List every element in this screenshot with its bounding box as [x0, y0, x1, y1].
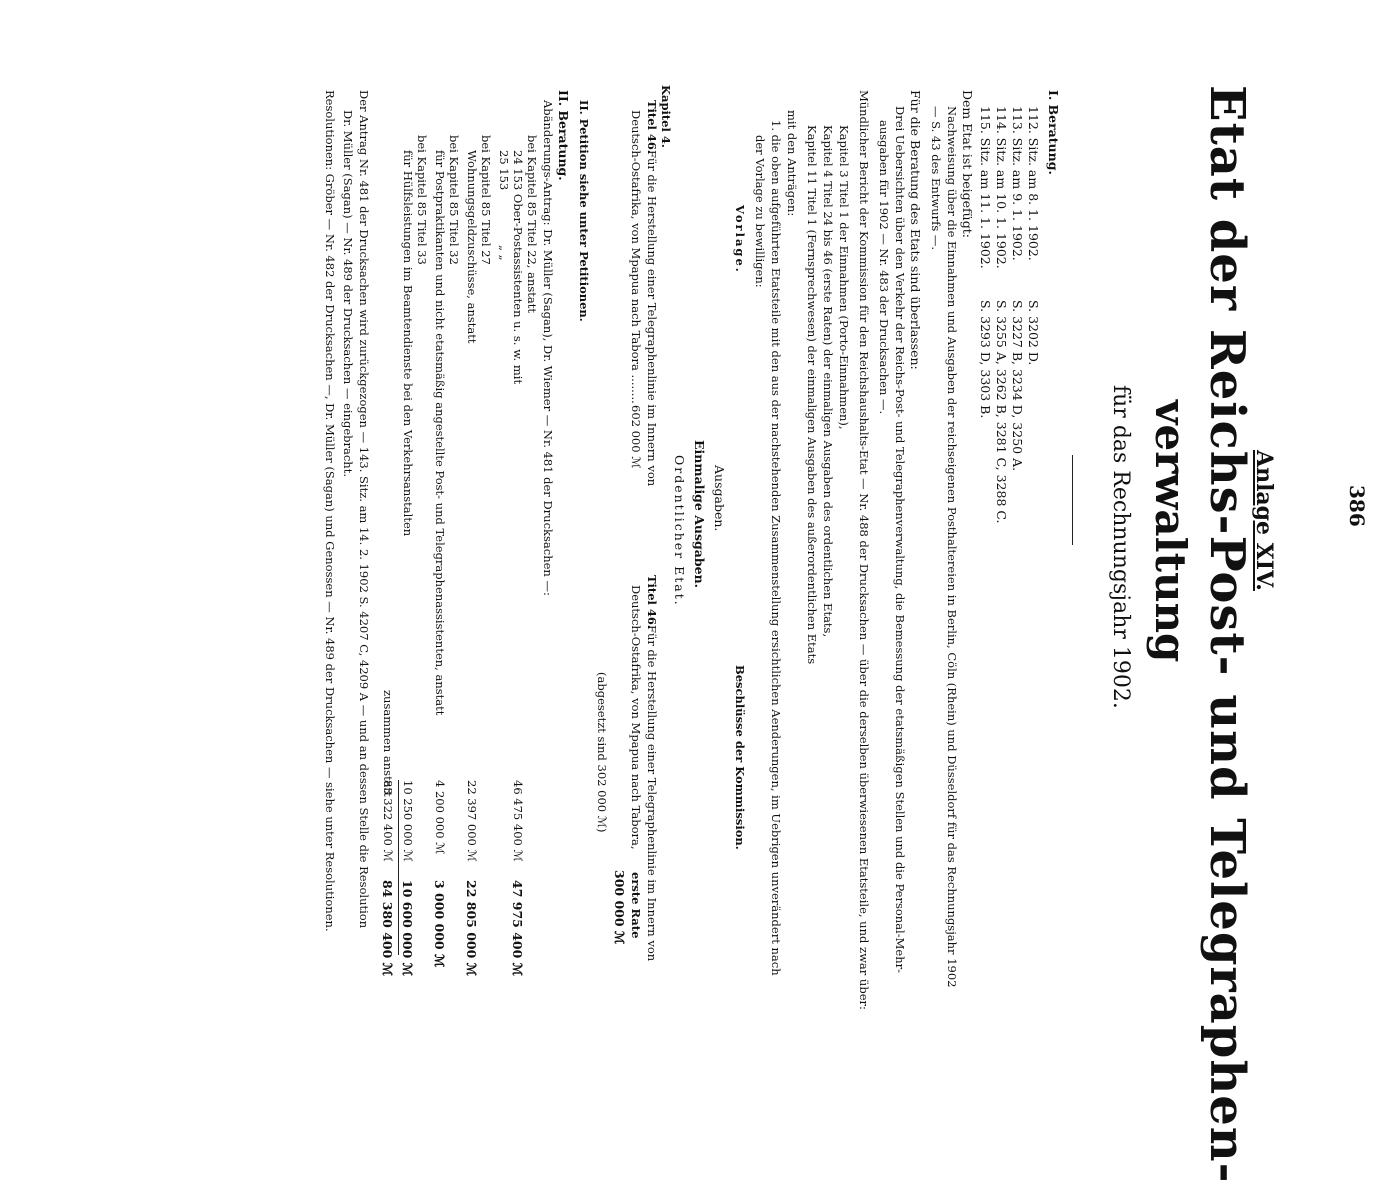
col-vorlage: Vorlage. — [733, 205, 747, 274]
amend-row-2-text: 24 153 Ober-Postassistenten u. s. w. mit — [511, 150, 525, 385]
beratung-line: Für die Beratung des Etats sind überlassen: — [908, 90, 923, 370]
closing-line-3: Resolutionen: Gröber — Nr. 482 der Drucksachen —, Dr. Müller (Sagan) und Genossen — Nr. 489 der Drucksachen — siehe unter Resolutionen. — [323, 90, 337, 932]
etat-intro: Dem Etat ist beigefügt: — [960, 90, 975, 238]
amend-row-1-text: bei Kapitel 85 Titel 22, anstatt — [525, 135, 539, 313]
section2-heading: II. Beratung. — [556, 90, 571, 181]
title-line-1: Etat der Reichs-Post- und Telegraphen- — [1199, 85, 1255, 1184]
sitting-1: 112. Sitz. am 8. 1. 1902. — [1026, 106, 1041, 261]
amend-row-9-amount: 10 250 000 ℳ — [401, 780, 415, 862]
vorlage-amount: 602 000 ℳ — [629, 405, 643, 469]
nachweisung-line-1: Nachweisung über die Einnahmen und Ausgaben der reichseigenen Posthaltereien in Berlin, Cöln (Rhein) und Düsseldorf für das Rechnungsjahr 1902 — [945, 106, 959, 988]
page-number: 386 — [1345, 485, 1369, 527]
petition-line: II. Petition siehe unter Petitionen. — [577, 100, 591, 322]
vorlage-text-1: Für die Herstellung einer Telegraphenlinie im Innern von — [645, 150, 659, 487]
sitting-4-ref: S. 3293 D, 3303 B. — [978, 300, 993, 419]
amend-row-5-amount: 22 397 000 ℳ — [465, 780, 479, 862]
zusammen-total: 84 380 400 ℳ — [380, 880, 395, 977]
amend-row-7-total: 3 000 000 ℳ — [432, 880, 447, 968]
uebersichten-line-1: Drei Uebersichten über den Verkehr der Reichs-Post- und Telegraphenverwaltung, die Bemessung der etatsmäßigen Stellen und die Personal-Mehr- — [893, 106, 907, 973]
col-beschluesse: Beschlüsse der Kommission. — [733, 665, 747, 850]
antrag-1-line-1: 1. die oben aufgeführten Etatsteile mit den aus der nachstehenden Zusammenstellung ersichtlichen Aenderungen, im Uebrigen unverändert nach — [769, 120, 783, 976]
title-line-2: verwaltung — [1146, 400, 1195, 663]
beschluss-text-2b: erste Rate — [629, 872, 643, 939]
vorlage-text-2: Deutsch-Ostafrika, von Mpapua nach Tabora ........ — [629, 110, 643, 404]
amend-row-4-text: bei Kapitel 85 Titel 27 — [479, 135, 493, 265]
antraegen-line: mit den Anträgen: — [785, 110, 799, 217]
sitting-3: 114. Sitz. am 10. 1. 1902. — [994, 106, 1009, 269]
sitting-2-ref: S. 3227 B, 3234 D, 3250 A. — [1010, 300, 1025, 472]
beschluss-amount: 300 000 ℳ — [612, 870, 627, 945]
amend-row-3-sub: „ „ — [497, 245, 511, 261]
zusammen-amount: 83 322 400 ℳ — [381, 780, 395, 862]
antrag-1-line-2: der Vorlage zu bewilligen: — [753, 135, 767, 288]
abaenderung-line: Abänderungs-Antrag: Dr. Müller (Sagan), Dr. Wiemer — Nr. 481 der Drucksachen —: — [541, 100, 555, 596]
sitting-2: 113. Sitz. am 9. 1. 1902. — [1010, 106, 1025, 261]
kapitel-line-1: Kapitel 3 Titel 1 der Einnahmen (Porto-Einnahmen), — [837, 125, 851, 430]
sitting-3-ref: S. 3255 A, 3262 B, 3281 C, 3288 C. — [994, 300, 1009, 524]
amend-row-5-text: Wohnungsgeldzuschüsse, anstatt — [465, 150, 479, 344]
sitting-4: 115. Sitz. am 11. 1. 1902. — [978, 106, 993, 269]
amend-row-7-text: für Postpraktikanten und nicht etatsmäßig angestellte Post- und Telegraphenassistenten, anstatt — [433, 150, 447, 716]
amend-row-8-text: bei Kapitel 85 Titel 33 — [415, 135, 429, 265]
einmalige-heading: Einmalige Ausgaben. — [692, 440, 707, 589]
vorlage-titel: Titel 46. — [645, 100, 659, 154]
amend-row-6-text: bei Kapitel 85 Titel 32 — [447, 135, 461, 265]
kapitel-4: Kapitel 4. — [659, 85, 673, 148]
muendlicher-bericht: Mündlicher Bericht der Kommission für den Reichshaushalts-Etat — Nr. 488 der Drucksachen — über die derselben überwiesenen Etatsteile, und zwar über: — [857, 90, 871, 1010]
amend-row-3-text: 25 153 — [497, 150, 511, 191]
ausgaben-heading: Ausgaben. — [712, 465, 727, 532]
amend-row-9-total: 10 600 000 ℳ — [400, 880, 415, 977]
sum-rule — [398, 780, 399, 955]
amend-row-2-total: 47 975 400 ℳ — [510, 880, 525, 977]
subtitle: für das Rechnungsjahr 1902. — [1108, 385, 1133, 709]
uebersichten-line-2: ausgaben für 1902 — Nr. 483 der Drucksachen —. — [877, 120, 891, 415]
beschluss-text-2a: Deutsch-Ostafrika, von Mpapua nach Tabora, — [629, 585, 643, 850]
amend-row-2-amount: 46 475 400 ℳ — [511, 780, 525, 862]
amend-row-5-total: 22 805 000 ℳ — [464, 880, 479, 977]
beschluss-note: (abgesetzt sind 302 000 ℳ) — [595, 672, 609, 833]
title-rule — [1072, 455, 1073, 545]
amend-row-9-text: für Hülfsleistungen im Beamtendienste bei den Verkehrsanstalten — [401, 150, 415, 537]
nachweisung-line-2: — S. 43 des Entwurfs —. — [929, 106, 943, 251]
amend-row-7-amount: 4 200 000 ℳ — [433, 780, 447, 855]
ordentlicher-heading: Ordentlicher Etat. — [672, 455, 687, 607]
closing-line-1: Der Antrag Nr. 481 der Drucksachen wird zurückgezogen — 143. Sitz. am 14. 2. 1902 S. 4207 C, 4209 A — und an dessen Stelle die Resolution — [357, 90, 371, 929]
beschluss-titel: Titel 46. — [645, 575, 659, 629]
closing-line-2: Dr. Müller (Sagan) — Nr. 489 der Drucksachen — eingebracht. — [341, 110, 355, 477]
kapitel-line-2: Kapitel 4 Titel 24 bis 46 (erste Raten) der einmaligen Ausgaben des ordentlichen Etats, — [821, 125, 835, 638]
section1-heading: I. Beratung. — [1046, 90, 1061, 175]
kapitel-line-3: Kapitel 11 Titel 1 (Fernsprechwesen) der einmaligen Ausgaben des außerordentlichen Etats — [805, 125, 819, 665]
zusammen-label: zusammen anstatt — [381, 690, 395, 797]
beschluss-text-1: Für die Herstellung einer Telegraphenlinie im Innern von — [645, 625, 659, 962]
anlage-label: Anlage XIV. — [1251, 450, 1277, 591]
sitting-1-ref: S. 3202 D. — [1026, 300, 1041, 366]
